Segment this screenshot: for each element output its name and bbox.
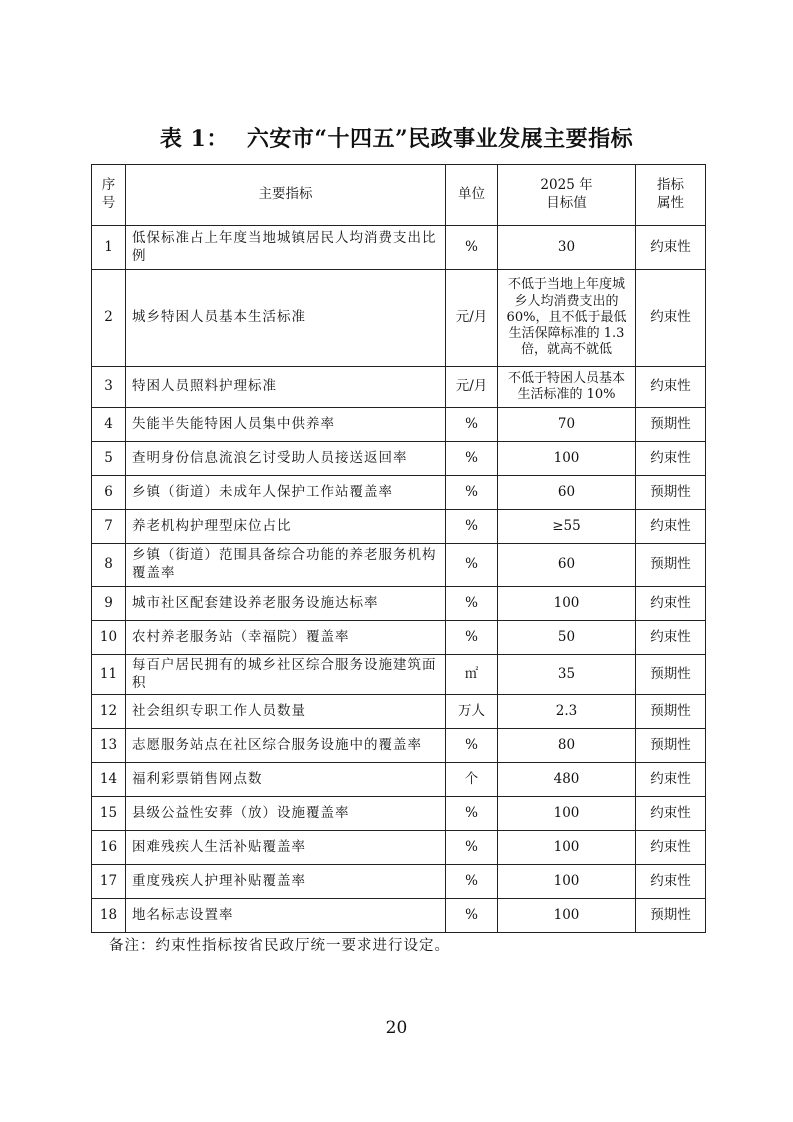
row-attribute: 预期性	[636, 655, 706, 695]
table-row	[92, 367, 706, 408]
row-seq: 8	[92, 544, 126, 587]
header-target	[498, 165, 636, 226]
row-indicator: 低保标准占上年度当地城镇居民人均消费支出比例	[126, 226, 446, 270]
row-attribute: 约束性	[636, 865, 706, 899]
header-attribute	[636, 165, 706, 226]
row-seq: 18	[92, 899, 126, 933]
row-unit: 元/月	[446, 367, 498, 408]
row-unit: %	[446, 510, 498, 544]
row-indicator: 养老机构护理型床位占比	[126, 510, 446, 544]
row-unit: %	[446, 621, 498, 655]
row-unit: %	[446, 729, 498, 763]
row-attribute: 约束性	[636, 367, 706, 408]
row-unit: %	[446, 544, 498, 587]
row-seq: 17	[92, 865, 126, 899]
row-target: 100	[498, 831, 636, 865]
row-target: 80	[498, 729, 636, 763]
row-indicator: 失能半失能特困人员集中供养率	[126, 408, 446, 442]
header-seq	[92, 165, 126, 226]
table-row	[92, 587, 706, 621]
row-unit: %	[446, 442, 498, 476]
row-attribute: 约束性	[636, 587, 706, 621]
row-attribute: 约束性	[636, 797, 706, 831]
row-seq: 3	[92, 367, 126, 408]
table-row	[92, 544, 706, 587]
table-row	[92, 655, 706, 695]
row-unit: %	[446, 865, 498, 899]
row-indicator: 乡镇（街道）未成年人保护工作站覆盖率	[126, 476, 446, 510]
row-indicator: 特困人员照料护理标准	[126, 367, 446, 408]
row-attribute: 约束性	[636, 226, 706, 270]
row-target: 100	[498, 865, 636, 899]
table-title-text: 六安市“十四五”民政事业发展主要指标	[246, 126, 634, 152]
row-unit: %	[446, 831, 498, 865]
page-number: 20	[385, 1018, 408, 1038]
row-unit: 元/月	[446, 270, 498, 367]
header-seq-text: 序 号	[101, 177, 116, 211]
table-row	[92, 408, 706, 442]
table-row	[92, 729, 706, 763]
row-seq: 15	[92, 797, 126, 831]
table-row	[92, 510, 706, 544]
table-row	[92, 442, 706, 476]
header-indicator: 主要指标	[126, 165, 446, 226]
row-indicator: 重度残疾人护理补贴覆盖率	[126, 865, 446, 899]
row-indicator: 困难残疾人生活补贴覆盖率	[126, 831, 446, 865]
row-unit: ㎡	[446, 655, 498, 695]
row-target: 100	[498, 797, 636, 831]
row-indicator: 每百户居民拥有的城乡社区综合服务设施建筑面积	[126, 655, 446, 695]
header-target-text: 2025 年 目标值	[540, 177, 593, 211]
row-unit: %	[446, 226, 498, 270]
row-target: 60	[498, 544, 636, 587]
table-row	[92, 763, 706, 797]
table-title-label: 表 1：	[159, 126, 229, 152]
row-target: ≥55	[498, 510, 636, 544]
row-seq: 6	[92, 476, 126, 510]
table-row	[92, 270, 706, 367]
row-attribute: 约束性	[636, 763, 706, 797]
row-seq: 7	[92, 510, 126, 544]
row-seq: 4	[92, 408, 126, 442]
table-title	[0, 122, 793, 153]
row-seq: 10	[92, 621, 126, 655]
row-attribute: 约束性	[636, 621, 706, 655]
row-seq: 13	[92, 729, 126, 763]
row-indicator: 志愿服务站点在社区综合服务设施中的覆盖率	[126, 729, 446, 763]
row-indicator: 城乡特困人员基本生活标准	[126, 270, 446, 367]
row-indicator: 城市社区配套建设养老服务设施达标率	[126, 587, 446, 621]
table-row	[92, 899, 706, 933]
table-header-row	[92, 165, 706, 226]
row-unit: %	[446, 587, 498, 621]
row-attribute: 预期性	[636, 695, 706, 729]
header-unit: 单位	[446, 165, 498, 226]
row-unit: %	[446, 797, 498, 831]
row-target: 35	[498, 655, 636, 695]
row-indicator: 乡镇（街道）范围具备综合功能的养老服务机构覆盖率	[126, 544, 446, 587]
row-indicator: 福利彩票销售网点数	[126, 763, 446, 797]
row-attribute: 预期性	[636, 729, 706, 763]
row-seq: 11	[92, 655, 126, 695]
table-row	[92, 797, 706, 831]
row-attribute: 预期性	[636, 408, 706, 442]
row-target: 480	[498, 763, 636, 797]
header-attribute-text: 指标 属性	[657, 177, 684, 211]
row-target: 2.3	[498, 695, 636, 729]
row-unit: 万人	[446, 695, 498, 729]
row-target: 70	[498, 408, 636, 442]
row-seq: 2	[92, 270, 126, 367]
row-indicator: 社会组织专职工作人员数量	[126, 695, 446, 729]
row-target: 100	[498, 899, 636, 933]
row-seq: 14	[92, 763, 126, 797]
row-attribute: 约束性	[636, 831, 706, 865]
row-attribute: 预期性	[636, 899, 706, 933]
row-attribute: 约束性	[636, 510, 706, 544]
row-attribute: 约束性	[636, 270, 706, 367]
indicators-table	[91, 164, 706, 933]
footnote: 备注：约束性指标按省民政厅统一要求进行设定。	[109, 938, 450, 954]
row-unit: %	[446, 408, 498, 442]
row-target: 不低于当地上年度城乡人均消费支出的60%，且不低于最低生活保障标准的 1.3倍，就高不就低	[498, 270, 636, 367]
row-attribute: 预期性	[636, 476, 706, 510]
row-target: 不低于特困人员基本生活标准的 10%	[498, 367, 636, 408]
row-seq: 9	[92, 587, 126, 621]
table-row	[92, 226, 706, 270]
row-unit: 个	[446, 763, 498, 797]
row-attribute: 约束性	[636, 442, 706, 476]
row-unit: %	[446, 476, 498, 510]
row-seq: 12	[92, 695, 126, 729]
table-row	[92, 695, 706, 729]
row-seq: 16	[92, 831, 126, 865]
row-seq: 5	[92, 442, 126, 476]
row-indicator: 县级公益性安葬（放）设施覆盖率	[126, 797, 446, 831]
row-indicator: 地名标志设置率	[126, 899, 446, 933]
row-target: 100	[498, 587, 636, 621]
row-indicator: 农村养老服务站（幸福院）覆盖率	[126, 621, 446, 655]
table-row	[92, 621, 706, 655]
row-seq: 1	[92, 226, 126, 270]
row-attribute: 预期性	[636, 544, 706, 587]
table-row	[92, 831, 706, 865]
row-target: 60	[498, 476, 636, 510]
row-target: 50	[498, 621, 636, 655]
row-target: 30	[498, 226, 636, 270]
table-row	[92, 865, 706, 899]
table-row	[92, 476, 706, 510]
row-indicator: 查明身份信息流浪乞讨受助人员接送返回率	[126, 442, 446, 476]
row-target: 100	[498, 442, 636, 476]
row-unit: %	[446, 899, 498, 933]
